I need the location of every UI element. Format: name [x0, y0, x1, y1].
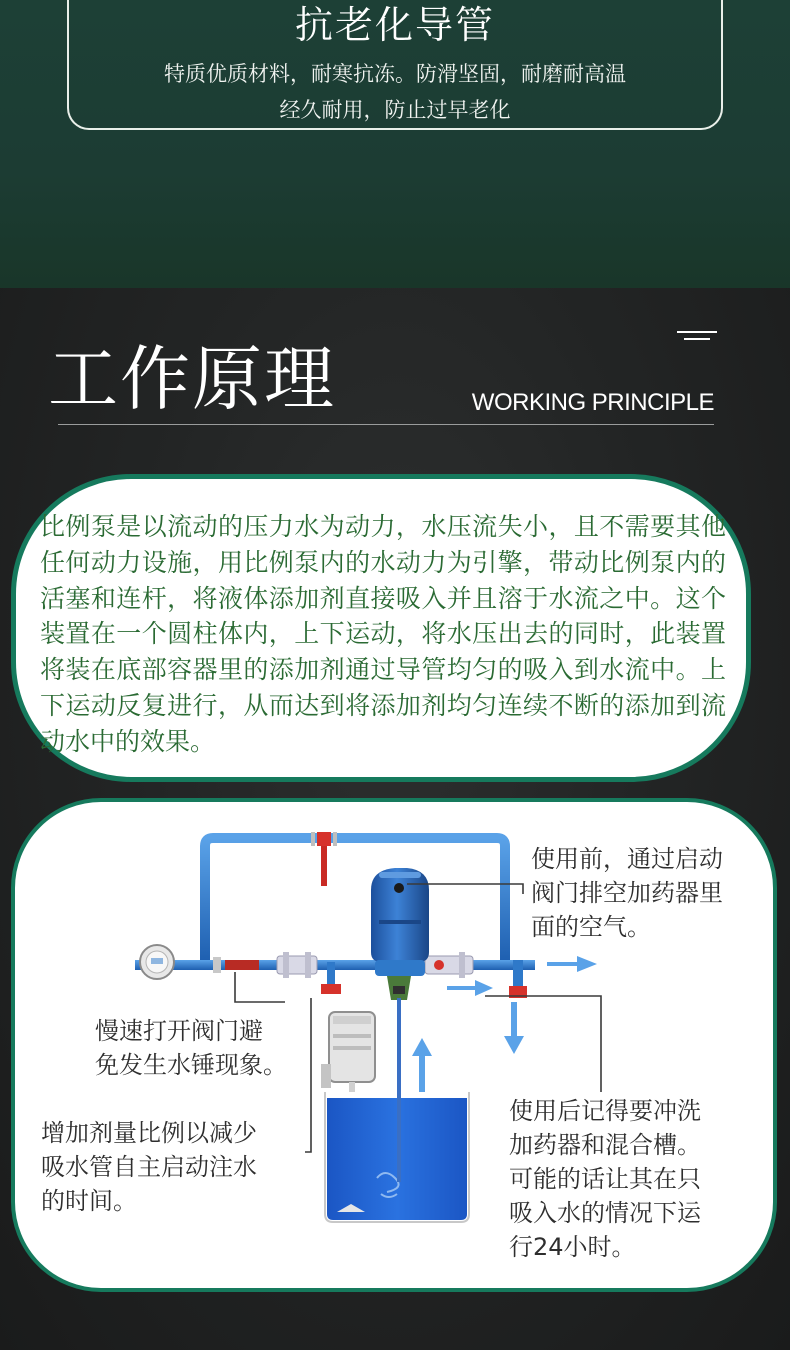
title-divider	[58, 424, 714, 425]
feature-desc-line1: 特质优质材料，耐寒抗冻。防滑坚固，耐磨耐高温	[164, 62, 626, 86]
flow-arrow-right-2-icon	[547, 956, 597, 972]
feature-card	[67, 0, 723, 130]
suction-tube	[397, 998, 401, 1182]
flow-arrow-down-icon	[504, 1002, 524, 1054]
water-meter-icon	[140, 945, 174, 979]
dosing-pump-icon	[371, 868, 429, 1000]
top-feature-band	[0, 0, 790, 288]
feature-title: 抗老化导管	[294, 3, 495, 47]
section-subtitle: WORKING PRINCIPLE	[471, 389, 714, 416]
principle-paragraph: 比例泵是以流动的压力水为动力，水压流失小，且不需要其他任何动力设施，用比例泵内的水动力为引擎，带动比例泵内的活塞和连杆，将液体添加剂直接吸入并且溶于水流之中。这个装置在一个圆柱体内，上下运动，将水压出去的同时，此装置将装在底部容器里的添加剂通过导管均匀的吸入到水流中。上下运动反复进行，从而达到将添加剂均匀连续不断的添加到流动水中的效果。	[40, 512, 726, 756]
bypass-pipe	[205, 838, 505, 962]
fitting-right-icon	[425, 952, 473, 978]
feature-desc-line2: 经久耐用，防止过早老化	[279, 98, 511, 122]
bypass-valve-icon	[311, 832, 337, 886]
principle-text-card	[11, 474, 751, 782]
note-after-use: 使用后记得要冲洗 加药器和混合槽。 可能的话让其在只 吸入水的情况下运 行24小时。	[509, 1097, 701, 1261]
fitting-left-icon	[277, 952, 317, 978]
note-before-use: 使用前，通过启动 阀门排空加药器里 面的空气。	[531, 845, 723, 941]
diagram-card	[11, 798, 777, 1292]
note-increase-dose-ratio: 增加剂量比例以减少 吸水管自主启动注水 的时间。	[41, 1119, 257, 1215]
flow-arrow-right-icon	[447, 980, 493, 996]
inlet-valve-icon	[213, 957, 259, 973]
flow-arrow-up-icon	[412, 1038, 432, 1092]
section-title: 工作原理	[48, 338, 336, 420]
title-decoration	[677, 331, 717, 343]
note-open-valve-slowly: 慢速打开阀门避 免发生水锤现象。	[95, 1017, 287, 1079]
